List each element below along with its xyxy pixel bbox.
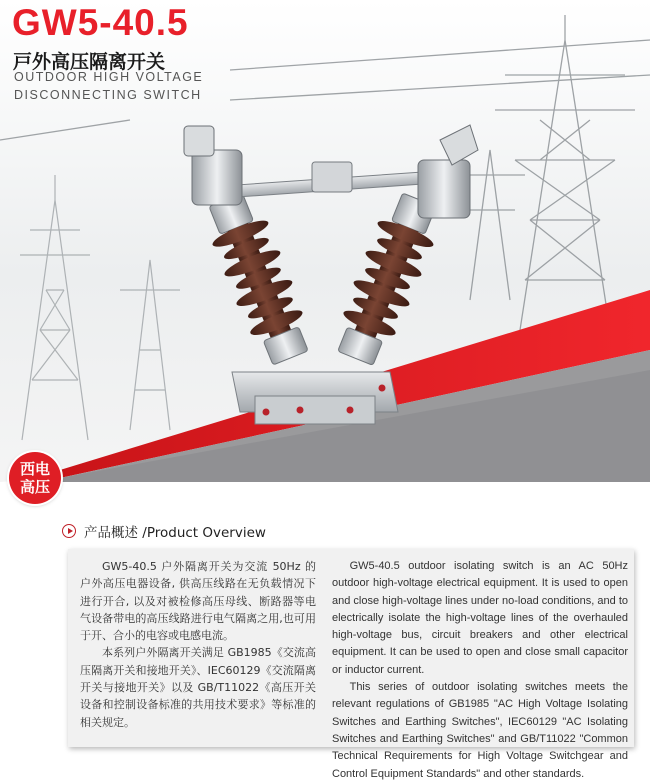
overview-en-paragraph-1: GW5-40.5 outdoor isolating switch is an AC 50Hz outdoor high-voltage electrical equipment. It is used to open and close high-voltage lines under no-load conditions, and to electrically isolate the high-voltage lines of the overhauled high-voltage bus, circuit breakers and other electrical equipment. It can be used to open and close small capacitor or inductor current. bbox=[332, 560, 628, 676]
play-icon bbox=[62, 524, 76, 538]
badge-line2: 高压 bbox=[19, 478, 50, 496]
brand-badge bbox=[9, 452, 61, 504]
product-title-en-line1: OUTDOOR HIGH VOLTAGE bbox=[14, 70, 204, 84]
overview-cn-paragraph-2: 本系列户外隔离开关满足 GB1985《交流高压隔离开关和接地开关》、IEC60129《交流隔离开关与接地开关》以及 GB/T11022《高压开关设备和控制设备标准的共用技术要求》等标准的相关规定。 bbox=[80, 646, 316, 729]
overview-chinese-column bbox=[80, 558, 316, 731]
product-title-en-line2: DISCONNECTING SWITCH bbox=[14, 88, 202, 102]
overview-en-paragraph-2: This series of outdoor isolating switches meets the relevant regulations of GB1985 "AC High Voltage Isolating Switches and Earthing Switches", IEC60129 "AC Isolating Switches and Earthing Switches" and GB/T11022 "Common Technical Requirements for High Voltage Switchgear and Control Equipment Standards" and other standards. bbox=[332, 681, 628, 780]
overview-english-column bbox=[332, 558, 628, 783]
section-title: 产品概述 /Product Overview bbox=[84, 525, 266, 541]
product-title-cn: 戸外高压隔离开关 bbox=[13, 51, 166, 73]
overview-panel bbox=[68, 549, 634, 780]
product-model: GW5-40.5 bbox=[12, 2, 189, 43]
overview-cn-paragraph-1: GW5-40.5 户外隔离开关为交流 50Hz 的户外高压电器设备, 供高压线路在无负载情况下进行开合, 以及对被检修高压母线、断路器等电气设备带电的高压线路进行电气隔离之用,也可用于开、合小的电容或电感电流。 bbox=[80, 560, 316, 643]
section-heading bbox=[62, 521, 266, 541]
badge-line1: 西电 bbox=[19, 460, 50, 478]
